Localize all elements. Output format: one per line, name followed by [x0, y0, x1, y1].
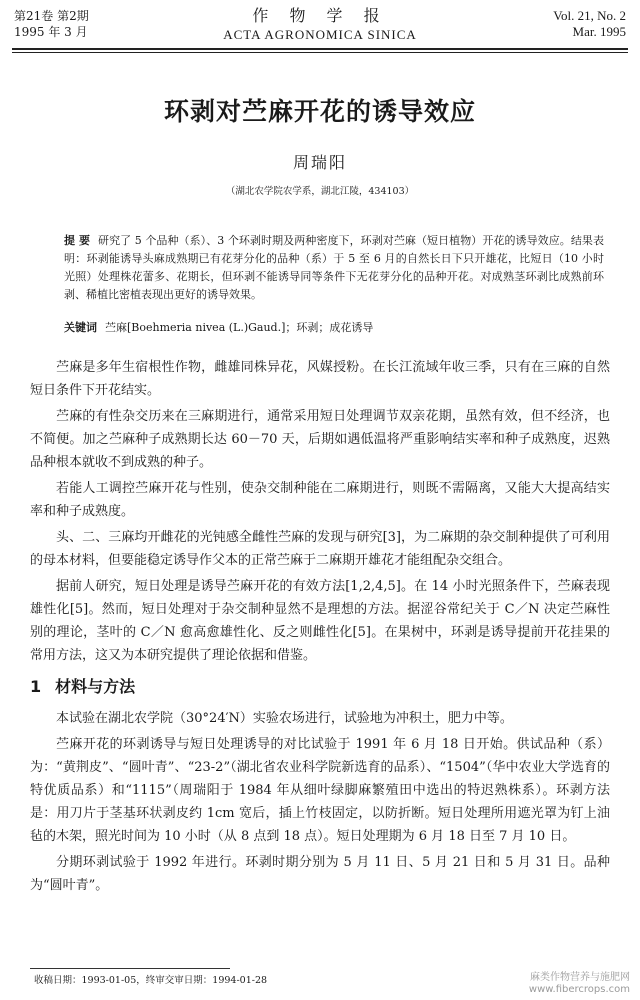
- journal-name-en: ACTA AGRONOMICA SINICA: [223, 27, 417, 42]
- section-number: 1: [30, 677, 42, 696]
- footnote: 收稿日期：1993-01-05，终审交审日期：1994-01-28: [34, 975, 268, 986]
- intro-paragraph: 苎麻是多年生宿根性作物，雌雄同株异花，风媒授粉。在长江流域年收三季，只有在三麻的自然短日条件下开花结实。: [30, 360, 610, 398]
- methods-paragraph: 本试验在湖北农学院（30°24′N）实验农场进行，试验地为冲积土，肥力中等。: [56, 711, 513, 726]
- abstract: [64, 232, 604, 304]
- abstract-label: 提 要: [64, 234, 91, 247]
- date-cn: 1995 年 3 月: [14, 25, 88, 39]
- abstract-text: 研究了 5 个品种（系）、3 个环剥时期及两种密度下，环剥对苎麻（短日植物）开花的诱导效应。结果表明：环剥能诱导头麻成熟期已有花芽分化的品种（系）于 5 至 6 月的自然长日下只开雄花，比短日（10 小时光照）处理株花蕾多、花期长，但环剥不能诱导同等条件下无花芽分化的品种开花。对成熟茎环剥比成熟前环剥、稀植比密植表现出更好的诱导效果。: [64, 234, 604, 301]
- intro-paragraph: 若能人工调控苎麻开花与性别，使杂交制种能在二麻期进行，则既不需隔离，又能大大提高结实率和种子成熟度。: [30, 481, 610, 519]
- intro-paragraph: 头、二、三麻均开雌花的光钝感全雌性苎麻的发现与研究[3]，为二麻期的杂交制种提供了可利用的母本材料，但要能稳定诱导作父本的正常苎麻于二麻期开雄花才能组配杂交组合。: [30, 530, 610, 568]
- date-en: Mar. 1995: [572, 24, 626, 39]
- methods-paragraph: 分期环剥试验于 1992 年进行。环剥时期分别为 5 月 11 日、5 月 21 日和 5 月 31 日。品种为“圆叶青”。: [30, 855, 610, 893]
- header-rule-thin: [12, 52, 628, 53]
- keywords-label: 关键词: [64, 321, 97, 334]
- watermark: [529, 972, 630, 996]
- volume-en: Vol. 21, No. 2: [553, 8, 626, 23]
- paper-affiliation: （湖北农学院农学系，湖北江陵，434103）: [225, 186, 415, 197]
- section-heading: [30, 675, 610, 699]
- header-center: [0, 6, 640, 44]
- watermark-line1: 麻类作物营养与施肥网: [530, 972, 630, 983]
- intro-paragraph: 苎麻的有性杂交历来在三麻期进行，通常采用短日处理调节双亲花期，虽然有效，但不经济，也不简便。加之苎麻种子成熟期长达 60－70 天，后期如遇低温将严重影响结实率和种子成熟度，迟熟品种根本就收不到成熟的种子。: [30, 409, 610, 470]
- footnote-rule: [30, 968, 230, 969]
- intro-paragraph: 据前人研究，短日处理是诱导苎麻开花的有效方法[1,2,4,5]。在 14 小时光照条件下，苎麻表现雄性化[5]。然而，短日处理对于杂交制种显然不是理想的方法。据涩谷常纪关于 C／N 决定苎麻性别的理论，茎叶的 C／N 愈高愈雄性化、反之则雌性化[5]。在果树中，环剥是诱导提前开花挂果的常用方法，这又为本研究提供了理论依据和借鉴。: [30, 579, 610, 663]
- paper-author: 周瑞阳: [292, 153, 347, 172]
- body-text: [30, 356, 610, 900]
- journal-name-cn: 作 物 学 报: [252, 6, 388, 25]
- section-title: 材料与方法: [55, 677, 136, 696]
- volume-cn: 第21卷 第2期: [14, 9, 89, 23]
- header-rule-thick: [12, 48, 628, 50]
- header-right: [553, 8, 626, 40]
- watermark-line2: www.fibercrops.com: [528, 984, 630, 995]
- journal-header: [0, 0, 640, 50]
- paper-title: 环剥对苎麻开花的诱导效应: [163, 97, 476, 126]
- keywords: [64, 320, 604, 336]
- keywords-text: 苎麻[Boehmeria nivea (L.)Gaud.]；环剥；成花诱导: [105, 321, 374, 334]
- methods-paragraph: 苎麻开花的环剥诱导与短日处理诱导的对比试验于 1991 年 6 月 18 日开始。供试品种（系）为：“黄荆皮”、“圆叶青”、“23-2”（湖北省农业科学院新选育的品系）、“1504”（华中农业大学选育的特优质品系）和“1115”（周瑞阳于 1984 年从细叶绿脚麻繁殖田中选出的特迟熟株系）。环剥方法是：用刀片于茎基环状剥皮约 1cm 宽后，插上竹枝固定，以防折断。短日处理所用遮光罩为钉上油毡的木架，照光时间为 10 小时（从 8 点到 18 点）。短日处理期为 6 月 18 日至 7 月 10 日。: [30, 737, 610, 844]
